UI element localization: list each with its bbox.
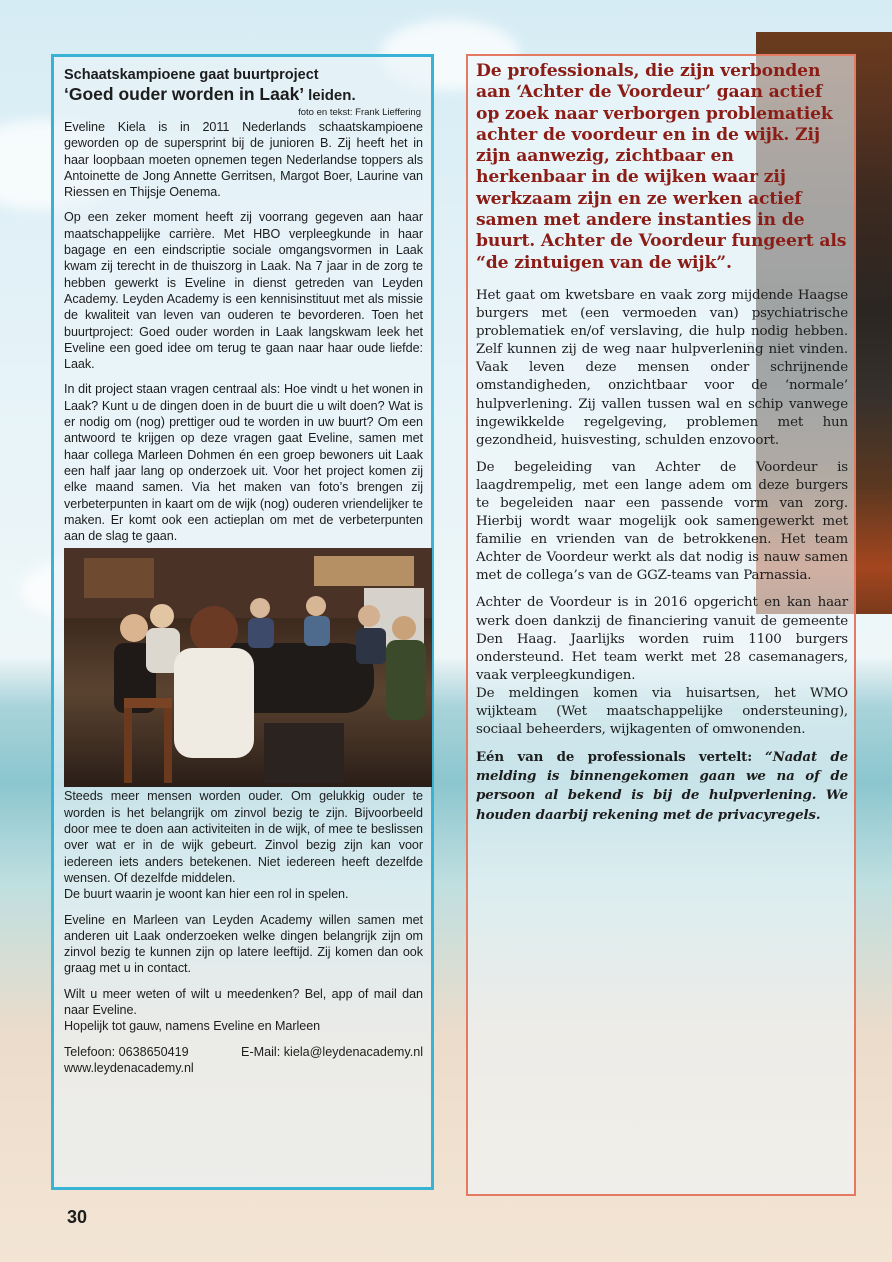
group-photo <box>64 548 432 787</box>
body-paragraph: Achter de Voordeur is in 2016 opgericht en kan haar werk doen dankzij de financiering vanuit de gemeente Den Haag. Jaarlijks worden ruim 1100 burgers ondersteund. Het team werkt met 28 casemanagers, vaak verpleegkundigen. <box>476 595 848 683</box>
article-headline <box>64 84 423 106</box>
right-article <box>466 54 856 1196</box>
body-paragraph: Eveline Kiela is in 2011 Nederlands schaatskampioene geworden op de supersprint bij de junioren B. Zij heeft het in haar loopbaan moeten opnemen tegen Nederlandse toppers als Antoinette de Jong Annette Gerritsen, Margot Boer, Laurine van Riessen en Thijsje Oenema. <box>64 120 423 200</box>
closing-paragraph <box>476 748 848 824</box>
body-paragraph: Eveline en Marleen van Leyden Academy willen samen met anderen uit Laak onderzoeken welke dingen belangrijk zijn om zinvol bezig te kunnen zijn op latere leeftijd. Zij komen dan ook graag met u in contact. <box>64 912 423 976</box>
article-kicker: Schaatskampioene gaat buurtproject <box>64 67 319 83</box>
closing-quote: “Nadat de melding is binnengekomen gaan we na of de persoon al bekend is bij de hulpverlening. We houden daarbij rekening met de privacyregels. <box>476 749 848 823</box>
phone-number: Telefoon: 0638650419 <box>64 1044 189 1059</box>
headline-main: ‘Goed ouder worden in Laak’ <box>64 84 304 104</box>
page-number: 30 <box>67 1207 88 1227</box>
pull-quote: De professionals, die zijn verbonden aan ‘Achter de Voordeur’ gaan actief op zoek naar verborgen problematiek achter de voordeur en in de wijk. Zij zijn aanwezig, zichtbaar en herkenbaar in de wijken waar zij werkzaam zijn en ze werken actief samen met andere instanties in de buurt. Achter de Voordeur fungeert als “de zintuigen van de wijk”. <box>476 61 847 273</box>
body-paragraph: In dit project staan vragen centraal als: Hoe vindt u het wonen in Laak? Kunt u de dingen doen in de buurt die u wilt doen? Wat is er nodig om (nog) prettiger oud te worden in uw buurt? Om een antwoord te krijgen op deze vragen gaat Eveline, samen met haar collega Marleen Dohmen én een groep bewoners uit Laak een half jaar lang op onderzoek uit. Voor het project komen zij elke maand samen. Via het maken van foto’s brengen zij verbeterpunten in kaart om de wijk (nog) ouderen vriendelijker te maken. Er komt ook een actieplan om met de verbeterpunten aan de slag te gaan. <box>64 382 423 544</box>
photo-credit: foto en tekst: Frank Lieffering <box>298 107 421 118</box>
headline-small: leiden. <box>308 87 356 104</box>
email-address: E-Mail: kiela@leydenacademy.nl <box>241 1044 423 1059</box>
left-article <box>51 54 434 1190</box>
call-to-action: Wilt u meer weten of wilt u meedenken? Bel, app of mail dan naar Eveline. <box>64 986 423 1017</box>
body-paragraph: De buurt waarin je woont kan hier een rol in spelen. <box>64 887 349 902</box>
body-paragraph: De meldingen komen via huisartsen, het WMO wijkteam (Wet maatschappelijke ondersteuning), sociaal beheerders, wijkagenten of omwonenden. <box>476 685 848 738</box>
sign-off: Hopelijk tot gauw, namens Eveline en Marleen <box>64 1019 321 1034</box>
group-photo-illustration <box>64 548 432 787</box>
body-paragraph: De begeleiding van Achter de Voordeur is laagdrempelig, met een lange adem om deze burgers te begeleiden naar een passende vorm van zorg. Hierbij wordt waar mogelijk ook samengewerkt met familie en vrienden van de betrokkenen. Het team Achter de Voordeur werkt als dat nodig is nauw samen met de collega’s van de GGZ-teams van Parnassia. <box>476 459 848 584</box>
body-paragraph: Op een zeker moment heeft zij voorrang gegeven aan haar maatschappelijke carrière. Met HBO verpleegkunde in haar bagage en een eindscriptie sociale omgangsvormen in Laak kwam zij terecht in de thuiszorg in Laak. Na 7 jaar in de zorg te hebben gewerkt is Eveline in dienst getreden van Leyden Academy. Leyden Academy is een kennisinstituut met als missie de kwaliteit van leven van ouderen te bevorderen. Toen het buurtproject: Goed ouder worden in Laak langskwam leek het Eveline een goed idee om terug te gaan naar haar oude liefde: Laak. <box>64 210 423 372</box>
body-paragraph: Steeds meer mensen worden ouder. Om gelukkig ouder te worden is het belangrijk om zinvol bezig te zijn. Bijvoorbeeld door mee te doen aan activiteiten in de wijk, of mee te beslissen over wat er in de wijk gebeurt. Zinvol bezig zijn kan voor iedereen iets anders betekenen. Niet iedereen heeft dezelfde wensen. Of dezelfde middelen. <box>64 789 423 885</box>
body-paragraph: Het gaat om kwetsbare en vaak zorg mijdende Haagse burgers met (een vermoeden van) psychiatrische problematiek en/of verslaving, die hulp nodig hebben. Zelf kunnen zij de weg naar hulpverlening niet vinden. Vaak leven deze mensen onder schrijnende omstandigheden, onzichtbaar voor de ‘normale’ hulpverlening. Zij vallen tussen wal en schip vanwege ingewikkelde regelgeving, problemen met hun gezondheid, huisvesting, schulden enzovoort. <box>476 287 848 448</box>
contact-details <box>64 1044 423 1060</box>
closing-lead: Eén van de professionals vertelt: <box>476 749 752 766</box>
website-url: www.leydenacademy.nl <box>64 1060 194 1075</box>
